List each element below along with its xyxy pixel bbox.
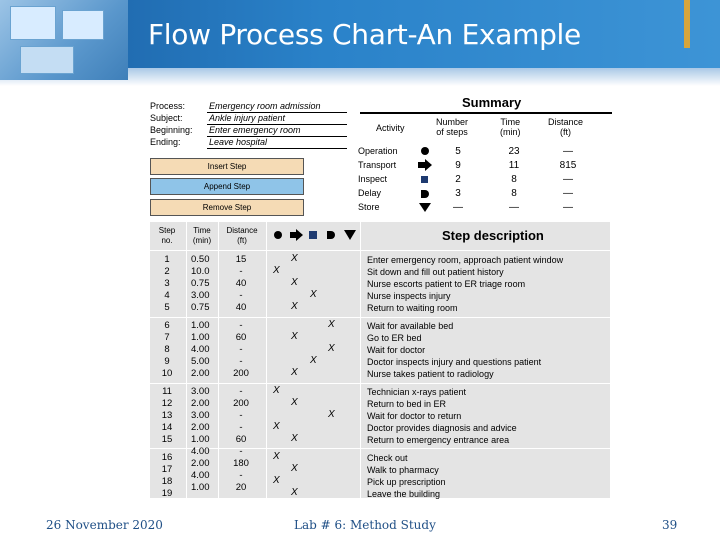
- inspect-square-icon: [421, 176, 428, 183]
- operation-mark: X: [273, 451, 280, 462]
- remove-step-button[interactable]: Remove Step: [150, 199, 304, 216]
- operation-icon: [274, 231, 282, 239]
- summary-time: —: [509, 202, 519, 213]
- operation-icon: [421, 147, 429, 155]
- field-underline: [207, 148, 347, 149]
- delay-mark: X: [328, 409, 335, 420]
- operation-mark: X: [273, 475, 280, 486]
- page-title: Flow Process Chart-An Example: [148, 18, 581, 51]
- summary-distance: —: [563, 188, 573, 199]
- operation-mark: X: [273, 385, 280, 396]
- summary-activity: Transport: [358, 160, 397, 170]
- ending-value[interactable]: Leave hospital: [209, 137, 268, 147]
- step-numbers: 6 7 8 9 10: [161, 320, 173, 379]
- header-step-no: Step no.: [158, 226, 176, 245]
- summary-time: 8: [511, 188, 517, 199]
- step-descriptions: Wait for available bed Go to ER bed Wait for doctor Doctor inspects injury and questions patient Nurse takes patient to radiology: [367, 321, 542, 379]
- summary-time: 23: [508, 146, 520, 157]
- subject-label: Subject:: [150, 113, 183, 123]
- step-distances: - 180 - 20: [233, 446, 249, 493]
- summary-header-distance: Distance (ft): [548, 117, 584, 137]
- summary-activity: Operation: [358, 146, 398, 156]
- summary-rule: [360, 112, 612, 114]
- inspect-mark: X: [310, 289, 317, 300]
- transport-mark: X: [291, 367, 298, 378]
- summary-distance: —: [563, 174, 573, 185]
- storage-triangle-icon: [419, 203, 431, 212]
- summary-time: 11: [508, 160, 520, 171]
- step-descriptions: Technician x-rays patient Return to bed in ER Wait for doctor to return Doctor provides diagnosis and advice Return to emergency entrance area: [367, 387, 517, 445]
- summary-distance: 815: [559, 160, 577, 171]
- process-label: Process:: [150, 101, 186, 111]
- table-symbol-header: [268, 226, 360, 244]
- step-descriptions: Enter emergency room, approach patient window Sit down and fill out patient history Nurse escorts patient to ER triage room Nurse inspects injury Return to waiting room: [367, 255, 564, 313]
- summary-steps: 9: [455, 160, 461, 171]
- summary-activity: Inspect: [358, 174, 388, 184]
- step-times: 3.00 2.00 3.00 2.00 1.00: [191, 386, 210, 445]
- step-numbers: 1 2 3 4 5: [164, 254, 170, 313]
- summary-header-time: Time (min): [500, 117, 521, 137]
- step-times: 1.00 1.00 4.00 5.00 2.00: [191, 320, 210, 379]
- header-distance: Distance (ft): [226, 226, 258, 245]
- storage-triangle-icon: [344, 230, 356, 240]
- transport-mark: X: [291, 487, 298, 498]
- beginning-value[interactable]: Enter emergency room: [209, 125, 301, 135]
- column-divider: [186, 222, 187, 498]
- transport-mark: X: [291, 277, 298, 288]
- page-number: 39: [662, 518, 678, 532]
- transport-mark: X: [291, 433, 298, 444]
- step-distances: - 200 - - 60: [233, 386, 249, 445]
- summary-time: 8: [511, 174, 517, 185]
- summary-header-steps: Number of steps: [436, 117, 469, 137]
- row-divider: [150, 317, 610, 318]
- operation-mark: X: [273, 265, 280, 276]
- delay-mark: X: [328, 319, 335, 330]
- column-divider: [360, 222, 361, 498]
- summary-steps: 5: [455, 146, 461, 157]
- summary-steps: —: [453, 202, 463, 213]
- summary-distance: —: [563, 202, 573, 213]
- summary-steps: 3: [455, 188, 461, 199]
- beginning-label: Beginning:: [150, 125, 193, 135]
- delay-mark: X: [328, 343, 335, 354]
- field-underline: [207, 124, 347, 125]
- column-divider: [218, 222, 219, 498]
- delay-d-icon: [421, 190, 429, 198]
- ending-label: Ending:: [150, 137, 181, 147]
- summary-header-activity: Activity: [376, 123, 405, 133]
- step-descriptions: Check out Walk to pharmacy Pick up prescription Leave the building: [367, 453, 446, 499]
- step-times: 0.50 10.0 0.75 3.00 0.75: [191, 254, 210, 313]
- footer-date: 26 November 2020: [46, 518, 163, 532]
- subject-value[interactable]: Ankle injury patient: [209, 113, 286, 123]
- footer-lab: Lab # 6: Method Study: [294, 518, 436, 532]
- transport-arrow-icon: [290, 229, 303, 241]
- transport-mark: X: [291, 253, 298, 264]
- transport-arrow-icon: [418, 159, 432, 171]
- inspect-mark: X: [310, 355, 317, 366]
- transport-mark: X: [291, 301, 298, 312]
- step-numbers: 16 17 18 19: [161, 452, 173, 499]
- field-underline: [207, 112, 347, 113]
- summary-title: Summary: [462, 95, 522, 110]
- summary-activity: Store: [358, 202, 380, 212]
- transport-mark: X: [291, 397, 298, 408]
- process-value[interactable]: Emergency room admission: [209, 101, 321, 111]
- insert-step-button[interactable]: Insert Step: [150, 158, 304, 175]
- row-divider: [150, 250, 610, 251]
- step-numbers: 11 12 13 14 15: [161, 386, 173, 445]
- summary-symbols: [416, 146, 436, 216]
- accent-bar: [684, 0, 690, 48]
- step-distances: - 60 - - 200: [233, 320, 249, 379]
- step-description-title: Step description: [442, 228, 544, 243]
- operation-mark: X: [273, 421, 280, 432]
- column-divider: [266, 222, 267, 498]
- summary-activity: Delay: [358, 188, 382, 198]
- row-divider: [150, 383, 610, 384]
- append-step-button[interactable]: Append Step: [150, 178, 304, 195]
- delay-d-icon: [327, 231, 335, 239]
- step-times: 4.00 2.00 4.00 1.00: [191, 446, 210, 493]
- transport-mark: X: [291, 331, 298, 342]
- inspect-square-icon: [309, 231, 317, 239]
- field-underline: [207, 136, 347, 137]
- header-time: Time (min): [192, 226, 212, 245]
- row-divider: [150, 448, 610, 449]
- summary-distance: —: [563, 146, 573, 157]
- step-distances: 15 - 40 - 40: [235, 254, 247, 313]
- transport-mark: X: [291, 463, 298, 474]
- summary-steps: 2: [455, 174, 461, 185]
- header-photo: [0, 0, 128, 80]
